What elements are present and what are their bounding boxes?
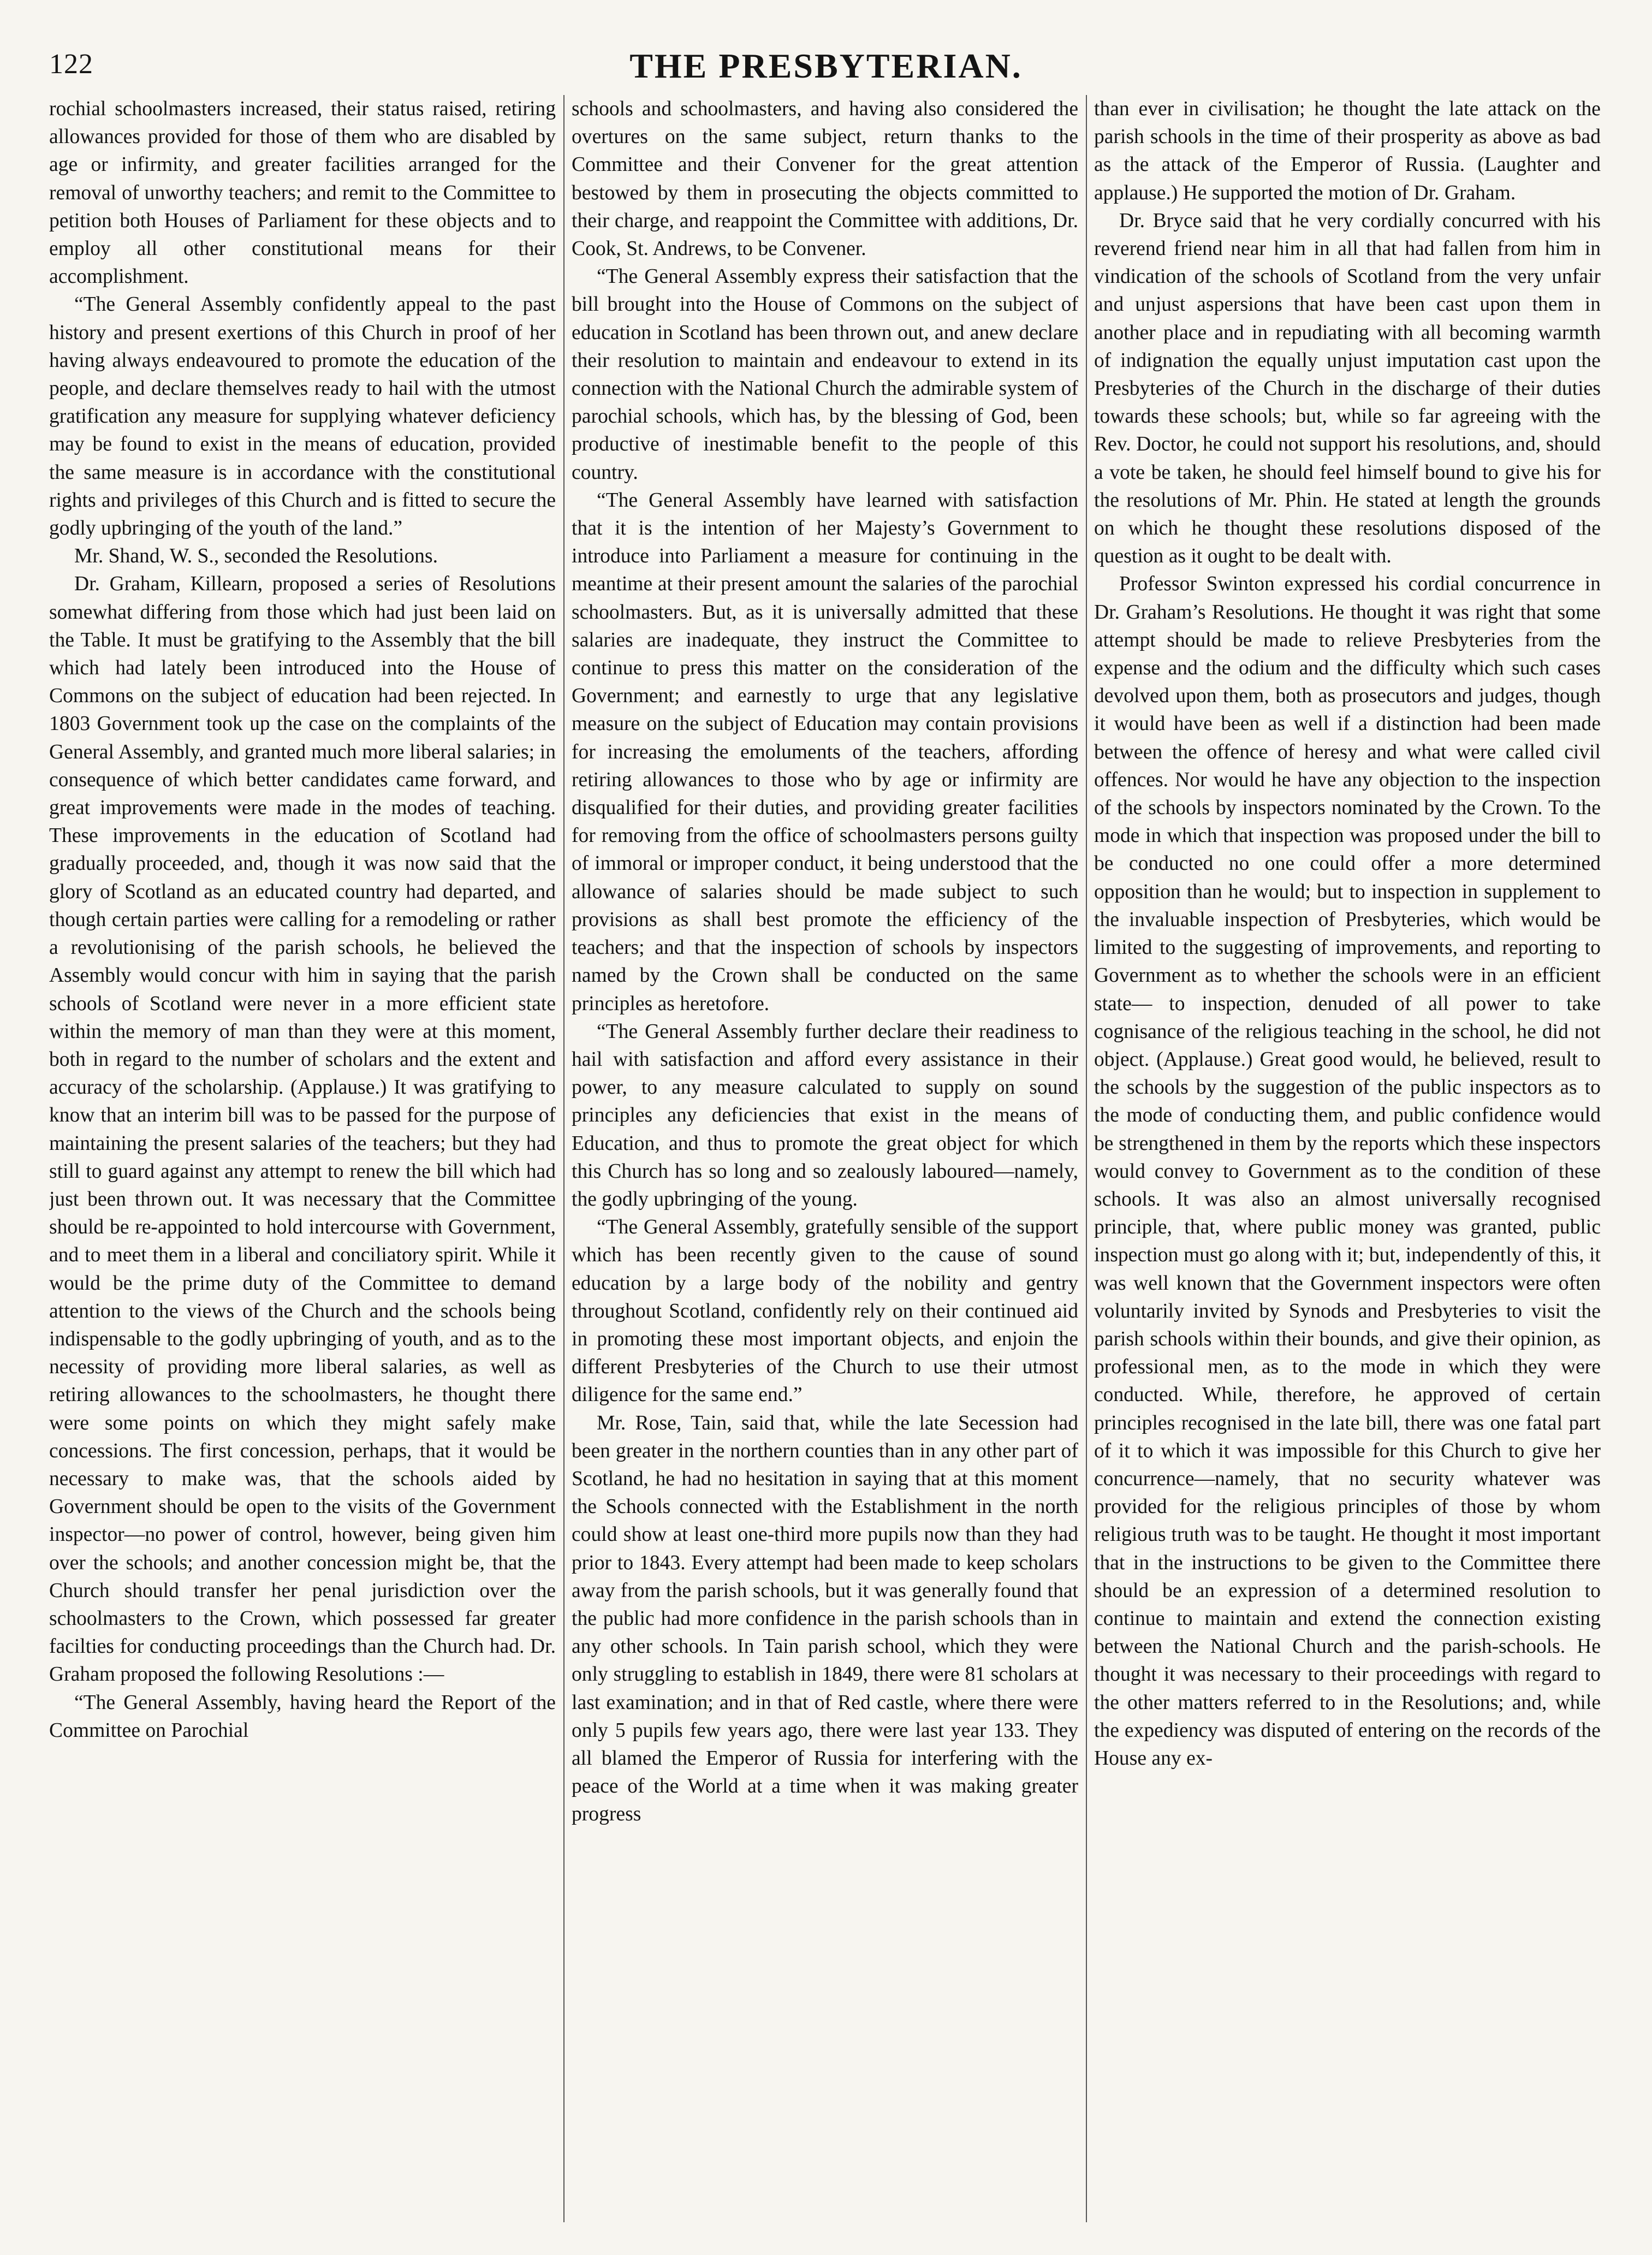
text-column-1 <box>49 95 556 2222</box>
paragraph: Mr. Rose, Tain, said that, while the late Secession had been greater in the northern counties than in any other part of Scotland, he had no hesitation in saying that at this moment the Schools connected with the Establishment in the north could show at least one-third more pupils now than they had prior to 1843. Every attempt had been made to keep scholars away from the parish schools, but it was generally found that the public had more confidence in the parish schools than in any other schools. In Tain parish school, which they were only struggling to establish in 1849, there were 81 scholars at last examination; and in that of Red castle, where there were only 5 pupils few years ago, there were last year 133. They all blamed the Emperor of Russia for interfering with the peace of the World at a time when it was making greater progress <box>572 1411 1078 1826</box>
paragraph: Dr. Graham, Killearn, proposed a series of Resolutions somewhat differing from those which had just been laid on the Table. It must be gratifying to the Assembly that the bill which had lately been introduced into the House of Commons on the subject of education had been rejected. In 1803 Government took up the case on the complaints of the General Assembly, and granted much more liberal salaries; in consequence of which better candidates came forward, and great improvements were made in the modes of teaching. These improvements in the education of Scotland had gradually proceeded, and, though it was now said that the glory of Scotland as an educated country had departed, and though certain parties were calling for a remodeling or rather a revolutionising of the parish schools, he believed the Assembly would concur with him in saying that the parish schools of Scotland were never in a more efficient state within the memory of man than they were at this moment, both in regard to the number of scholars and the extent and accuracy of the scholarship. (Applause.) It was gratifying to know that an interim bill was to be passed for the purpose of maintaining the present salaries of the teachers; but they had still to guard against any attempt to renew the bill which had just been thrown out. It was necessary that the Committee should be re-appointed to hold intercourse with Government, and to meet them in a liberal and conciliatory spirit. While it would be the prime duty of the Committee to demand attention to the views of the Church and the schools being indispensable to the godly upbringing of youth, and as to the necessity of providing more liberal salaries, as well as retiring allowances to the schoolmasters, he thought there were some points on which they might safely make concessions. The first concession, perhaps, that it would be necessary to make was, that the schools aided by Government should be open to the visits of the Government inspector—no power of control, however, being given him over the schools; and another concession might be, that the Church should transfer her penal jurisdiction over the schoolmasters to the Crown, which possessed far greater facilties for conducting proceedings than the Church had. Dr. Graham proposed the following Resolutions :— <box>49 573 556 1686</box>
paragraph: schools and schoolmasters, and having also considered the overtures on the same subject, return thanks to the Committee and their Convener for the great attention bestowed by them in prosecuting the objects committed to their charge, and reappoint the Committee with additions, Dr. Cook, St. Andrews, to be Convener. <box>572 98 1078 260</box>
paragraph: “The General Assembly, having heard the Report of the Committee on Parochial <box>49 1691 556 1742</box>
paragraph: Mr. Shand, W. S., seconded the Resolutions. <box>74 545 438 568</box>
text-column-3 <box>1094 95 1601 2222</box>
paragraph: Professor Swinton expressed his cordial concurrence in Dr. Graham’s Resolutions. He thought it was right that some attempt should be made to relieve Presbyteries from the expense and the odium and the difficulty which such cases devolved upon them, both as prosecutors and judges, though it would have been as well if a distinction had been made between the offence of heresy and what were called civil offences. Nor would he have any objection to the inspection of the schools by inspectors nominated by the Crown. To the mode in which that inspection was proposed under the bill to be conducted no one could offer a more determined opposition than he would; but to inspection in supplement to the invaluable inspection of Presbyteries, which would be limited to the suggesting of improvements, and reporting to Government as to whether the schools were in an efficient state— to inspection, denuded of all power to take cognisance of the religious teaching in the school, he did not object. (Applause.) Great good would, he believed, result to the schools by the suggestion of the public inspectors as to the mode of conducting them, and public confidence would be strengthened in them by the reports which these inspectors would convey to Government as to the condition of these schools. It was also an almost universally recognised principle, that, where public money was granted, public inspection must go along with it; but, independently of this, it was well known that the Government inspectors were often voluntarily invited by Synods and Presbyteries to visit the parish schools within their bounds, and give their opinion, as professional men, as to the mode in which they were conducted. While, therefore, he approved of certain principles recognised in the late bill, there was one fatal part of it to which it was impossible for this Church to give her concurrence—namely, that no security whatever was provided for the religious principles of those by whom religious truth was to be taught. He thought it most important that in the instructions to be given to the Committee there should be an expression of a determined resolution to continue to maintain and extend the connection existing between the National Church and the parish-schools. He thought it was necessary to their proceedings with regard to the other matters referred to in the Resolutions; and, while the expediency was disputed of entering on the records of the House any ex- <box>1094 573 1601 1770</box>
paragraph: Dr. Bryce said that he very cordially concurred with his reverend friend near him in all that had fallen from him in vindication of the schools of Scotland from the very unfair and unjust aspersions that have been cast upon them in another place and in repudiating with all becoming warmth of indignation the equally unjust imputation cast upon the Presbyteries of the Church in the discharge of their duties towards these schools; but, while so far agreeing with the Rev. Doctor, he could not support his resolutions, and, should a vote be taken, he should feel himself bound to give his for the resolutions of Mr. Phin. He stated at length the grounds on which he thought these resolutions disposed of the question as it ought to be dealt with. <box>1094 209 1601 568</box>
column-divider <box>563 95 564 2222</box>
paragraph: than ever in civilisation; he thought the late attack on the parish schools in the time of their prosperity as above as bad as the attack of the Emperor of Russia. (Laughter and applause.) He supported the motion of Dr. Graham. <box>1094 98 1601 204</box>
article-columns <box>49 95 1603 2222</box>
paragraph: “The General Assembly have learned with satisfaction that it is the intention of her Majesty’s Government to introduce into Parliament a measure for continuing in the meantime at their present amount the salaries of the parochial schoolmasters. But, as it is universally admitted that these salaries are inadequate, they instruct the Committee to continue to press this matter on the consideration of the Government; and earnestly to urge that any legislative measure on the subject of Education may contain provisions for increasing the emoluments of the teachers, affording retiring allowances to those who by age or infirmity are disqualified for their duties, and providing greater facilities for removing from the office of schoolmasters persons guilty of immoral or improper conduct, it being understood that the allowance of salaries should be made subject to such provisions as shall best promote the efficiency of the teachers; and that the inspection of schools by inspectors named by the Crown shall be conducted on the same principles as heretofore. <box>572 489 1078 1015</box>
paragraph: “The General Assembly express their satisfaction that the bill brought into the House of Commons on the subject of education in Scotland has been thrown out, and anew declare their resolution to maintain and endeavour to extend in its connection with the National Church the admirable system of parochial schools, which has, by the blessing of God, been productive of inestimable benefit to the people of this country. <box>572 265 1078 484</box>
paragraph: “The General Assembly further declare their readiness to hail with satisfaction and afford every assistance in their power, to any measure calculated to supply on sound principles any deficiencies that exist in the means of Education, and thus to promote the great object for which this Church has so long and so zealously laboured—namely, the godly upbringing of the young. <box>572 1020 1078 1210</box>
running-head <box>49 46 1603 92</box>
journal-title: THE PRESBYTERIAN. <box>629 46 1023 85</box>
column-divider <box>1086 95 1087 2222</box>
page-number: 122 <box>49 49 93 80</box>
paragraph: rochial schoolmasters increased, their status raised, retiring allowances provided for those of them who are disabled by age or infirmity, and greater facilities arranged for the removal of unworthy teachers; and remit to the Committee to petition both Houses of Parliament for these objects and to employ all other constitutional means for their accomplishment. <box>49 98 556 288</box>
text-column-2 <box>572 95 1078 2222</box>
paragraph: “The General Assembly confidently appeal to the past history and present exertions of this Church in proof of her having always endeavoured to promote the education of the people, and declare themselves ready to hail with the utmost gratification any measure for supplying whatever deficiency may be found to exist in the means of education, provided the same measure is in accordance with the constitutional rights and privileges of this Church and is fitted to secure the godly upbringing of the youth of the land.” <box>49 293 556 540</box>
paragraph: “The General Assembly, gratefully sensible of the support which has been recently given to the cause of sound education by a large body of the nobility and gentry throughout Scotland, confidently rely on their continued aid in promoting these most important objects, and enjoin the different Presbyteries of the Church to use their utmost diligence for the same end.” <box>572 1216 1078 1407</box>
